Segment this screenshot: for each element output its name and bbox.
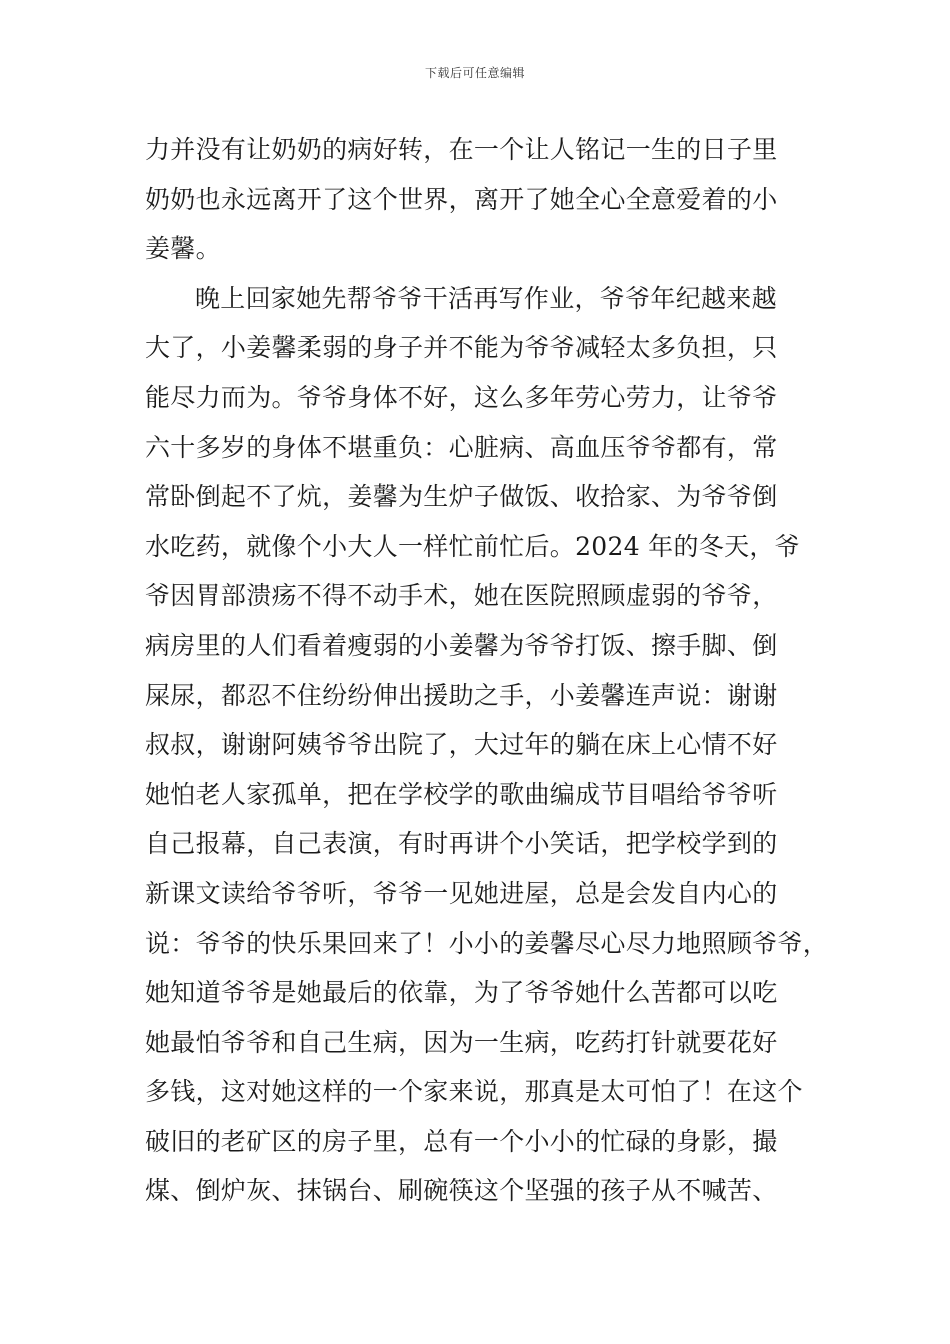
text-line: 新课文读给爷爷听，爷爷一见她进屋，总是会发自内心的	[145, 878, 778, 908]
paragraph-2	[145, 274, 829, 1216]
text-line: 大了，小姜馨柔弱的身子并不能为爷爷减轻太多负担，只	[145, 333, 778, 363]
text-line: 说：爷爷的快乐果回来了！小小的姜馨尽心尽力地照顾爷爷，	[145, 928, 829, 958]
text-line: 破旧的老矿区的房子里，总有一个小小的忙碌的身影，撮	[145, 1126, 778, 1156]
text-line: 晚上回家她先帮爷爷干活再写作业，爷爷年纪越来越	[195, 283, 777, 313]
text-line: 她知道爷爷是她最后的依靠，为了爷爷她什么苦都可以吃	[145, 978, 778, 1008]
text-line: 奶奶也永远离开了这个世界，离开了她全心全意爱着的小	[145, 184, 778, 214]
text-line: 力并没有让奶奶的病好转，在一个让人铭记一生的日子里	[145, 135, 778, 164]
text-line: 她最怕爷爷和自己生病，因为一生病，吃药打针就要花好	[145, 1027, 778, 1057]
text-line: 水吃药，就像个小大人一样忙前忙后。2024 年的冬天，爷	[145, 531, 800, 561]
text-line: 六十多岁的身体不堪重负：心脏病、高血压爷爷都有，常	[145, 432, 778, 462]
page-header: 下载后可任意编辑	[424, 66, 525, 80]
text-line: 自己报幕，自己表演，有时再讲个小笑话，把学校学到的	[145, 829, 778, 859]
text-line: 能尽力而为。爷爷身体不好，这么多年劳心劳力，让爷爷	[145, 382, 778, 412]
text-line: 煤、倒炉灰、抹锅台、刷碗筷这个坚强的孩子从不喊苦、	[145, 1176, 778, 1206]
document-body	[145, 125, 829, 1216]
text-line: 她怕老人家孤单，把在学校学的歌曲编成节目唱给爷爷听	[145, 779, 778, 809]
paragraph-1	[145, 125, 825, 274]
text-line: 爷因胃部溃疡不得不动手术，她在医院照顾虚弱的爷爷，	[145, 581, 778, 611]
text-line: 病房里的人们看着瘦弱的小姜馨为爷爷打饭、擦手脚、倒	[145, 630, 778, 660]
text-line: 常卧倒起不了炕，姜馨为生炉子做饭、收拾家、为爷爷倒	[145, 482, 778, 512]
text-line: 多钱，这对她这样的一个家来说，那真是太可怕了！在这个	[145, 1077, 803, 1107]
text-line: 姜馨。	[145, 234, 221, 264]
text-line: 叔叔，谢谢阿姨爷爷出院了，大过年的躺在床上心情不好	[145, 730, 778, 760]
text-line: 屎尿，都忍不住纷纷伸出援助之手，小姜馨连声说：谢谢	[145, 680, 778, 710]
